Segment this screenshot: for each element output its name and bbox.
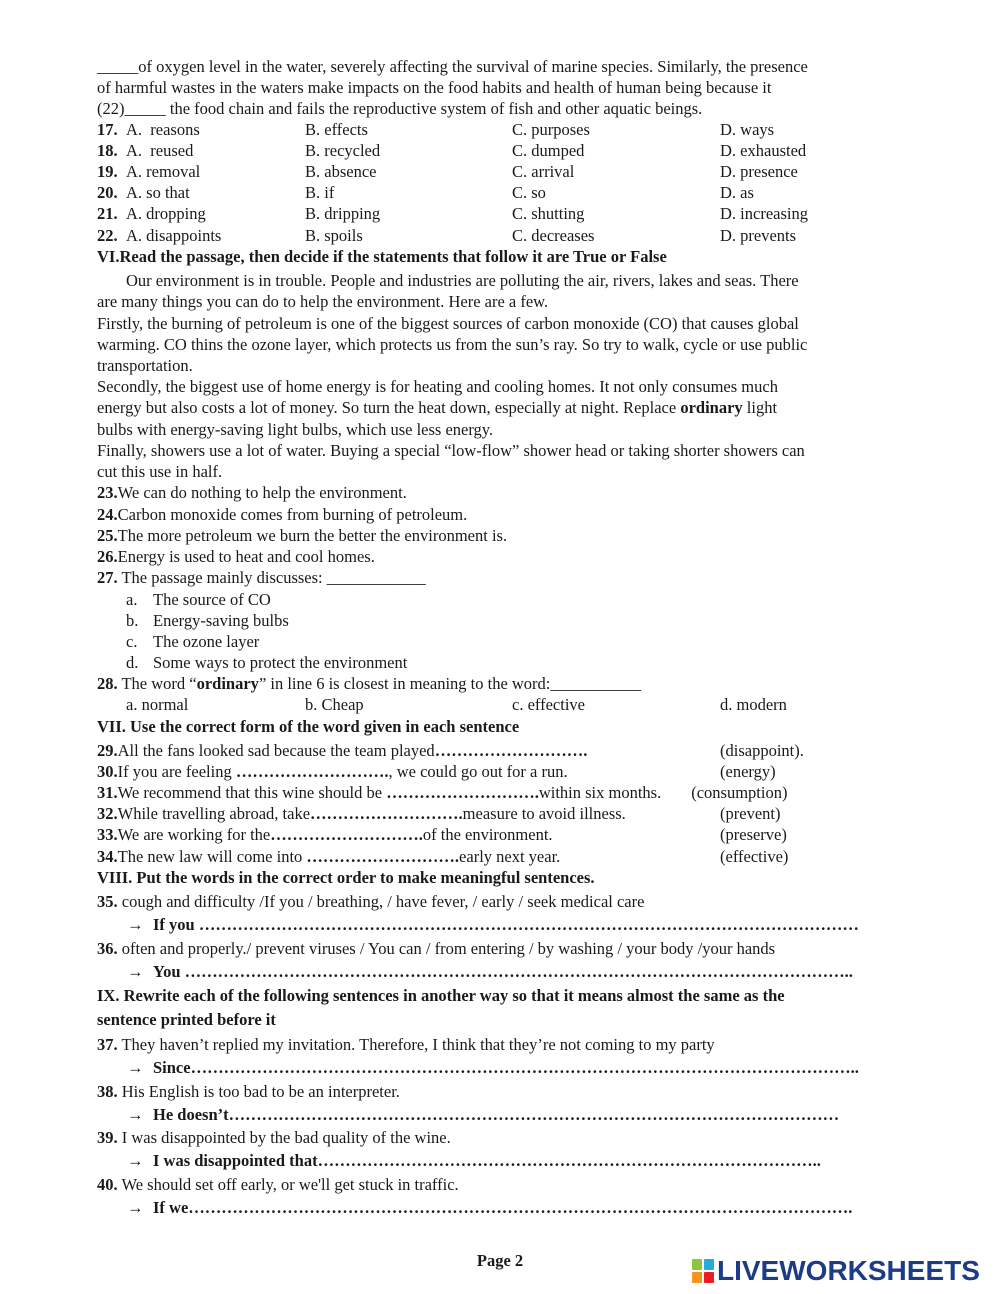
option-b[interactable]: B. dripping [305,204,381,223]
answer-blank[interactable]: ………………………. [235,762,389,781]
passage-line-3 [97,98,702,119]
option-c[interactable]: C. so [512,183,546,202]
question-number: 17. [97,120,118,139]
q28-options [0,694,1000,715]
option-letter: d. [126,653,139,672]
question-text: The passage mainly discusses: [117,568,327,587]
option-b[interactable]: B. if [305,183,335,202]
arrow-icon: → [127,1151,144,1170]
passage-line-2: of harmful wastes in the waters make impacts on the food habits and health of human being because it [97,78,772,97]
reading-line-3: Firstly, the burning of petroleum is one of the biggest sources of carbon monoxide (CO) that causes global [97,314,799,333]
option-d[interactable]: D. as [720,183,754,202]
answer-blank[interactable]: I was disappointed that……………………………………………………………………………….. [153,1151,821,1170]
mc-question-19 [0,161,1000,182]
sentence-text: within six months. [538,783,662,802]
sentence-text: They haven’t replied my invitation. Therefore, I think that they’re not coming to my party [117,1035,715,1054]
statement-text: The more petroleum we burn the better the environment is. [117,526,508,545]
rearrange-35 [97,891,644,912]
option-text: The source of CO [153,590,271,609]
rewrite-39 [97,1127,451,1148]
mc-question-17 [0,119,1000,140]
answer-blank[interactable]: You ………………………………………………………………………………………………………….. [153,962,853,981]
rewrite-37 [97,1034,715,1055]
question-number: 39. [97,1128,118,1147]
question-text: The word “ [117,674,197,693]
arrow-icon: → [127,1058,144,1077]
sentence-text: All the fans looked sad because the team played [117,741,435,760]
sentence-text: The new law will come into [117,847,307,866]
question-number: 28. [97,674,118,693]
word-form-34 [0,846,1000,867]
option-letter: b. [126,611,139,630]
mc-question-18 [0,140,1000,161]
question-number: 32. [97,804,118,823]
section-ix-heading: IX. Rewrite each of the following sentences in another way so that it means almost the same as the [97,986,785,1005]
option-c[interactable]: C. arrival [512,162,575,181]
sentence-text: While travelling abroad, take [117,804,311,823]
rewrite-40 [97,1174,459,1195]
logo-tile [692,1259,702,1270]
sentence-text: His English is too bad to be an interpreter. [117,1082,400,1101]
q27-option-d[interactable] [0,652,1000,673]
root-word: (energy) [720,762,776,781]
passage-line-1 [97,56,808,77]
sentence-text: If you are feeling [117,762,236,781]
root-word: (effective) [720,847,789,866]
reading-line-8: bulbs with energy-saving light bulbs, which use less energy. [97,420,494,439]
option-b[interactable]: B. absence [305,162,377,181]
liveworksheets-logo-icon [692,1259,714,1283]
question-number: 25. [97,526,118,545]
question-number: 30. [97,762,118,781]
sentence-text: We should set off early, or we'll get stuck in traffic. [117,1175,459,1194]
highlighted-word: ordinary [680,398,743,417]
option-d[interactable]: D. ways [720,120,775,139]
statement-23 [97,482,407,503]
sentence-text: We recommend that this wine should be [117,783,387,802]
sentence-text: We are working for the [117,825,271,844]
question-number: 23. [97,483,118,502]
answer-blank[interactable]: ___________ [550,674,642,693]
mc-question-22 [0,225,1000,246]
arrow-icon: → [127,962,144,981]
sentence-text: I was disappointed by the bad quality of the wine. [117,1128,451,1147]
question-text: ” in line 6 is closest in meaning to the word: [258,674,551,693]
answer-blank[interactable]: ………………………. [386,783,539,802]
answer-blank[interactable]: If we…………………………………………………………………………………………………………. [153,1198,853,1217]
section-vi-heading: VI.Read the passage, then decide if the statements that follow it are True or False [97,247,667,266]
arrow-icon: → [127,915,144,934]
logo-tile [704,1259,714,1270]
rewrite-38 [97,1081,400,1102]
sentence-text: , we could go out for a run. [388,762,568,781]
passage-text: of oxygen level in the water, severely affecting the survival of marine species. Similarly, the presence [138,57,808,76]
sentence [97,824,553,845]
section-ix-heading-cont: sentence printed before it [97,1010,276,1029]
answer-blank[interactable]: If you ………………………………………………………………………………………………………… [153,915,859,934]
reading-line-2: are many things you can do to help the environment. Here are a few. [97,292,549,311]
answer-blank[interactable]: _____ [97,57,139,76]
option-c[interactable]: C. shutting [512,204,585,223]
word-form-31 [0,782,1000,803]
reading-line-5: transportation. [97,356,193,375]
logo-tile [704,1272,714,1283]
question-number: 40. [97,1175,118,1194]
question-number: 20. [97,183,118,202]
q28-option-b[interactable]: b. Cheap [305,695,364,714]
question-number: 22. [97,226,118,245]
q28-option-a[interactable]: a. normal [126,695,189,714]
option-text: Some ways to protect the environment [153,653,408,672]
q27-option-a[interactable] [0,589,1000,610]
logo-tile [692,1272,702,1283]
option-text: The ozone layer [153,632,260,651]
q27-option-b[interactable] [0,610,1000,631]
question-number: 31. [97,783,118,802]
question-27 [97,567,426,588]
answer-line-38 [0,1104,1000,1125]
question-number: 38. [97,1082,118,1101]
sentence [97,782,787,803]
option-a[interactable]: A. disappoints [126,226,222,245]
arrow-icon: → [127,1105,144,1124]
option-b[interactable]: B. effects [305,120,368,139]
statement-24 [97,504,467,525]
reading-line-10: cut this use in half. [97,462,223,481]
word-list: often and properly./ prevent viruses / You can / from entering / by washing / your body /your hands [117,939,776,958]
section-vii-heading: VII. Use the correct form of the word given in each sentence [97,717,520,736]
answer-blank[interactable]: ………………………. [270,825,423,844]
blank-number: (22) [97,99,125,118]
answer-line-40 [0,1197,1000,1218]
option-c[interactable]: C. dumped [512,141,585,160]
option-a[interactable]: A. so that [126,183,190,202]
sentence-text: measure to avoid illness. [462,804,626,823]
statement-25 [97,525,507,546]
reading-line-6: Secondly, the biggest use of home energy is for heating and cooling homes. It not only consumes much [97,377,778,396]
question-number: 18. [97,141,118,160]
highlighted-word: ordinary [196,674,259,693]
answer-blank[interactable]: He doesn’t………………………………………………………………………………………………… [153,1105,840,1124]
question-number: 29. [97,741,118,760]
q28-option-d[interactable]: d. modern [720,695,787,714]
q28-option-c[interactable]: c. effective [512,695,585,714]
sentence [97,740,587,761]
section-viii-heading: VIII. Put the words in the correct order to make meaningful sentences. [97,868,595,887]
statement-text: We can do nothing to help the environment. [117,483,407,502]
answer-blank[interactable]: ____________ [326,568,426,587]
word-form-32 [0,803,1000,824]
answer-line-36 [0,961,1000,982]
question-number: 33. [97,825,118,844]
option-text: Energy-saving bulbs [153,611,289,630]
arrow-icon: → [127,1198,144,1217]
root-word: (preserve) [720,825,787,844]
sentence [97,803,626,824]
root-word: (consumption) [691,783,788,802]
mc-question-21 [0,203,1000,224]
sentence-text: of the environment. [422,825,553,844]
option-d[interactable]: D. presence [720,162,798,181]
question-number: 36. [97,939,118,958]
option-a[interactable]: A. reused [126,141,194,160]
word-form-30 [0,761,1000,782]
sentence-text: early next year. [459,847,561,866]
answer-line-39 [0,1150,1000,1171]
question-number: 27. [97,568,118,587]
reading-line-4: warming. CO thins the ozone layer, which protects us from the sun’s ray. So try to walk, cycle or use public [97,335,808,354]
answer-blank[interactable]: _____ [124,99,166,118]
question-28 [97,673,641,694]
question-number: 24. [97,505,118,524]
answer-blank[interactable]: ………………………. [434,741,588,760]
reading-line-7 [97,397,777,418]
sentence [97,761,568,782]
option-c[interactable]: C. purposes [512,120,590,139]
answer-line-37 [0,1057,1000,1078]
option-d[interactable]: D. exhausted [720,141,807,160]
statement-text: Carbon monoxide comes from burning of petroleum. [117,505,468,524]
sentence [97,846,560,867]
option-b[interactable]: B. recycled [305,141,381,160]
question-number: 19. [97,162,118,181]
answer-blank[interactable]: Since………………………………………………………………………………………………………….. [153,1058,859,1077]
statement-26 [97,546,375,567]
answer-line-35 [0,914,1000,935]
option-c[interactable]: C. decreases [512,226,595,245]
question-number: 21. [97,204,118,223]
word-list: cough and difficulty /If you / breathing, / have fever, / early / seek medical care [117,892,645,911]
reading-line-1: Our environment is in trouble. People and industries are polluting the air, rivers, lakes and seas. There [126,271,799,290]
mc-question-20 [0,182,1000,203]
option-b[interactable]: B. spoils [305,226,363,245]
question-number: 35. [97,892,118,911]
root-word: (prevent) [720,804,781,823]
option-d[interactable]: D. increasing [720,204,808,223]
question-number: 26. [97,547,118,566]
option-letter: c. [126,632,138,651]
question-number: 37. [97,1035,118,1054]
root-word: (disappoint). [720,741,804,760]
option-a[interactable]: A. removal [126,162,201,181]
option-a[interactable]: A. dropping [126,204,206,223]
question-number: 34. [97,847,118,866]
statement-text: Energy is used to heat and cool homes. [117,547,375,566]
q27-option-c[interactable] [0,631,1000,652]
rearrange-36 [97,938,775,959]
answer-blank[interactable]: ………………………. [310,804,463,823]
logo-text: LIVEWORKSHEETS [717,1255,980,1286]
page-number: Page 2 [476,1251,524,1270]
passage-text: the food chain and fails the reproductive system of fish and other aquatic beings. [165,99,703,118]
word-form-33 [0,824,1000,845]
option-a[interactable]: A. reasons [126,120,200,139]
option-d[interactable]: D. prevents [720,226,797,245]
option-letter: a. [126,590,138,609]
reading-text: energy but also costs a lot of money. So turn the heat down, especially at night. Replace [97,398,681,417]
word-form-29 [0,740,1000,761]
answer-blank[interactable]: ………………………. [306,847,460,866]
reading-line-9: Finally, showers use a lot of water. Buying a special “low-flow” shower head or taking shorter showers can [97,441,805,460]
reading-text: light [742,398,778,417]
